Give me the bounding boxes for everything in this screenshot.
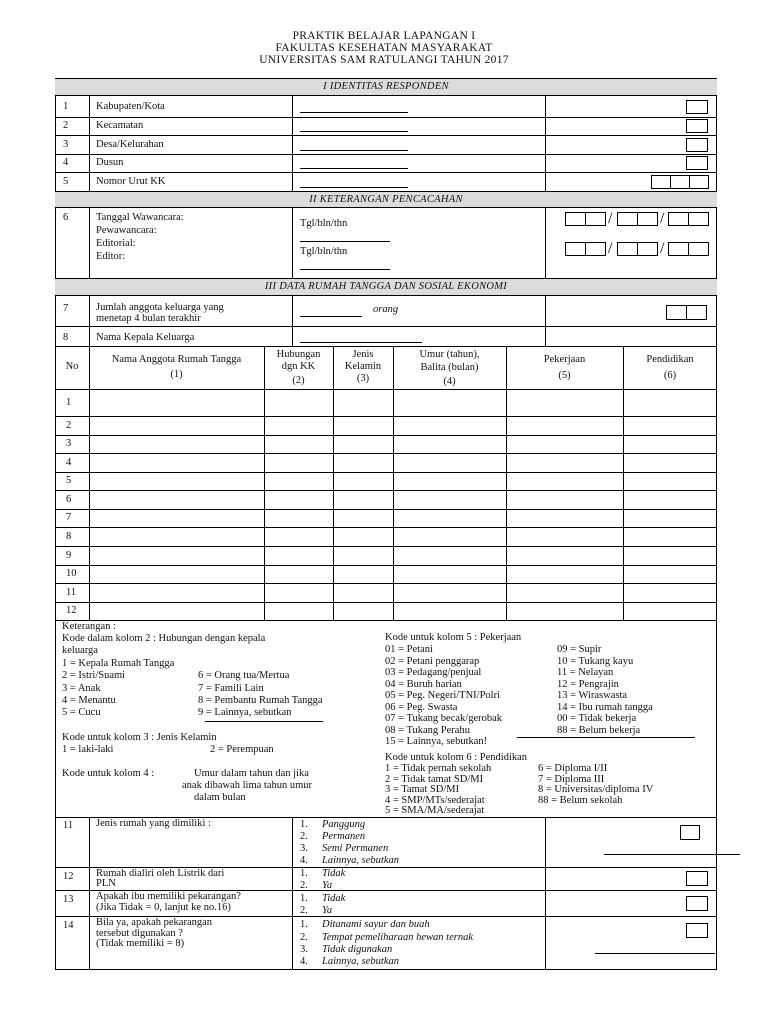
code-list-item: 12 = Pengrajin [557,678,619,690]
date-format-label: Tgl/bln/thn [300,246,348,257]
nama-kepala-keluarga-input-line[interactable] [300,342,422,343]
col-2-number: (2) [292,375,305,386]
option-number: 1. [300,868,308,879]
divider [545,208,546,278]
code-list-item: 14 = Ibu rumah tangga [557,701,653,713]
row-number: 4 [63,157,69,168]
code-list-item: 05 = Peg. Negeri/TNI/Polri [385,690,500,701]
divider [89,96,90,191]
k2-code-9: 9 = Lainnya, sebutkan [198,707,292,718]
option-number: 1. [300,893,308,904]
k4-desc-1: Umur dalam tahun dan jika [194,768,309,779]
pewawancara-input-line[interactable] [300,241,390,242]
section-1-title: I IDENTITAS RESPONDEN [55,78,717,96]
desa-label: Desa/Kelurahan [96,139,164,150]
tanggal-wawancara-label: Tanggal Wawancara: [96,212,184,223]
keterangan-top-border [55,620,717,621]
date-separator: / [660,240,665,257]
table-row[interactable] [55,583,717,584]
q12-option-tidak: Tidak [322,868,346,879]
code-list-item: 13 = Wiraswasta [557,690,628,701]
row-divider [55,117,717,118]
q13-label-2: (Jika Tidak = 0, lanjut ke no.16) [96,902,231,913]
k2-title-2: keluarga [62,645,98,656]
k3-title: Kode untuk kolom 3 : Jenis Kelamin [62,732,217,743]
q13-option-ya: Ya [322,905,333,916]
nama-kepala-keluarga-label: Nama Kepala Keluarga [96,332,195,343]
table-row[interactable] [55,565,717,566]
row-number: 5 [63,176,69,187]
row-number: 8 [63,332,69,343]
jumlah-anggota-input-line[interactable] [300,316,362,317]
col-5-header: Pekerjaan [543,354,586,365]
table-row[interactable] [55,435,717,436]
code-list-item: 11 = Nelayan [557,667,614,678]
q14-option-ditanami: Ditanami sayur dan buah [322,919,430,930]
q11-lainnya-line[interactable] [604,854,740,855]
code-list-item: 00 = Tidak bekerja [557,713,637,724]
nomor-urut-digit-box[interactable] [651,175,671,189]
k2-code-2: 2 = Istri/Suami [62,670,126,681]
q14-option-tidak-digunakan: Tidak digunakan [322,944,393,955]
kecamatan-input-line[interactable] [300,131,408,132]
dusun-label: Dusun [96,157,124,168]
desa-input-line[interactable] [300,150,408,151]
col-6-header: Pendidikan [646,354,694,365]
table-row-number: 2 [66,419,72,431]
header-line-3: UNIVERSITAS SAM RATULANGI TAHUN 2017 [259,54,509,66]
code-list-item: 1 = Tidak pernah sekolah [385,763,492,774]
table-row-number: 10 [66,568,77,579]
section-2-title: II KETERANGAN PENCACAHAN [55,191,717,208]
code-list-item: 04 = Buruh harian [385,678,462,690]
k5-title: Kode untuk kolom 5 : Pekerjaan [385,632,522,643]
option-number: 2. [300,831,308,842]
row-number: 2 [63,120,69,131]
row-number: 14 [63,920,74,931]
k2-code-1: 1 = Kepala Rumah Tangga [62,658,175,669]
table-column-divider [264,346,265,620]
year-digit-box[interactable] [688,242,709,256]
table-row-number: 8 [66,530,72,542]
pewawancara-label: Pewawancara: [96,225,157,236]
table-row[interactable] [55,546,717,547]
col-4-header-2: Balita (bulan) [420,362,479,373]
k2-code-6: 6 = Orang tua/Mertua [198,670,290,681]
editor-label: Editor: [96,251,126,262]
divider [89,208,90,278]
divider [545,96,546,191]
q14-option-hewan-ternak: Tempat pemeliharaan hewan ternak [322,932,473,943]
kabupaten-label: Kabupaten/Kota [96,101,165,112]
editor-input-line[interactable] [300,269,390,270]
table-column-divider [89,346,90,620]
table-row-number: 9 [66,549,72,561]
table-row-number: 5 [66,475,72,486]
code-list-item: 01 = Petani [385,644,433,655]
table-row[interactable] [55,472,717,473]
table-row[interactable] [55,602,717,603]
col-4-header: Umur (tahun), [419,349,480,360]
q14-label-3: (Tidak memiliki = 8) [96,938,185,949]
col-3-header: Jenis [352,349,374,360]
q14-answer-box[interactable] [686,923,708,938]
option-number: 4. [300,855,308,866]
date-format-label: Tgl/bln/thn [300,218,348,229]
k3-code-1: 1 = laki-laki [62,744,114,755]
q12-answer-box[interactable] [686,871,708,886]
year-digit-box[interactable] [668,242,689,256]
row-number: 12 [63,871,74,882]
q13-answer-box[interactable] [686,896,708,911]
code-list-item: 10 = Tukang kayu [557,655,634,667]
code-list-item: 07 = Tukang becak/gerobak [385,713,503,724]
jumlah-anggota-label-2: menetap 4 bulan terakhir [96,313,201,324]
row-divider [55,172,717,173]
k4-desc-2: anak dibawah lima tahun umur [182,780,313,791]
code-list-item: 88 = Belum bekerja [557,724,641,736]
row-number: 7 [63,303,69,314]
row-number: 13 [63,894,74,905]
table-row[interactable] [55,509,717,510]
option-number: 3. [300,944,308,955]
k4-desc-3: dalam bulan [194,792,246,803]
k2-code-8: 8 = Pembantu Rumah Tangga [198,695,323,706]
month-digit-box[interactable] [637,212,658,226]
month-digit-box[interactable] [617,242,638,256]
day-digit-box[interactable] [565,212,586,226]
jumlah-anggota-digit-box[interactable] [666,305,687,320]
divider [545,296,546,346]
code-list-item: 5 = SMA/MA/sederajat [385,805,485,816]
divider [89,296,90,346]
divider [292,296,293,346]
jumlah-anggota-digit-box[interactable] [686,305,707,320]
day-digit-box[interactable] [585,212,606,226]
table-row-number: 12 [66,605,77,616]
nomor-urut-input-line[interactable] [300,187,408,188]
divider [89,817,90,970]
date-separator: / [608,240,613,257]
q11-option-panggung: Panggung [322,819,366,830]
k2-code-4: 4 = Menantu [62,695,116,706]
k4-title: Kode untuk kolom 4 : [62,768,155,779]
table-row[interactable] [55,490,717,491]
year-digit-box[interactable] [668,212,689,226]
row-number: 6 [63,212,69,223]
day-digit-box[interactable] [585,242,606,256]
col-1-header: Nama Anggota Rumah Tangga [111,354,242,365]
code-list-item: 15 = Lainnya, sebutkan! [385,736,488,747]
col-2-header-2: dgn KK [281,361,316,372]
code-list-item: 2 = Tidak tamat SD/MI [385,773,484,785]
table-column-divider [333,346,334,620]
row-divider [55,326,717,327]
divider [292,96,293,191]
month-digit-box[interactable] [637,242,658,256]
kecamatan-label: Kecamatan [96,120,144,131]
k6-title: Kode untuk kolom 6 : Pendidikan [385,752,528,763]
k5-lainnya-line[interactable] [517,737,695,738]
row-number: 1 [63,101,69,112]
divider [292,208,293,278]
q13-label: Apakah ibu memiliki pekarangan? [96,891,241,902]
q14-option-lainnya: Lainnya, sebutkan [322,956,399,967]
table-row-number: 3 [66,438,72,449]
code-list-item: 03 = Pedagang/penjual [385,667,482,678]
col-5-number: (5) [558,370,571,381]
col-4-number: (4) [443,376,456,387]
table-row-number: 11 [66,586,77,598]
q12-option-ya: Ya [322,880,333,891]
divider [292,817,293,970]
code-list-item: 02 = Petani penggarap [385,655,480,667]
editorial-label: Editorial: [96,238,136,249]
k3-code-2: 2 = Perempuan [210,744,274,755]
header-line-1: PRAKTIK BELAJAR LAPANGAN I [292,30,476,42]
q13-option-tidak: Tidak [322,893,346,904]
option-number: 2. [300,932,308,943]
table-row-number: 6 [66,493,72,505]
table-row-number: 1 [66,396,72,408]
table-row[interactable] [55,453,717,454]
table-row[interactable] [55,416,717,417]
q12-label: Rumah dialiri oleh Listrik dari [96,868,225,879]
row-divider [55,135,717,136]
day-digit-box[interactable] [565,242,586,256]
code-list-item: 3 = Tamat SD/MI [385,784,460,795]
option-number: 2. [300,880,308,891]
col-3-number: (3) [356,373,370,384]
dusun-input-line[interactable] [300,168,408,169]
q11-label: Jenis rumah yang dimiliki : [96,818,211,829]
kecamatan-code-box[interactable] [686,119,708,133]
option-number: 1. [300,819,308,830]
orang-unit: orang [373,304,399,315]
q11-answer-box[interactable] [680,825,700,840]
q12-label-2: PLN [96,878,116,889]
header-line-2: FAKULTAS KESEHATAN MASYARAKAT [275,42,493,54]
option-number: 3. [300,843,308,854]
code-list-item: 08 = Tukang Perahu [385,724,470,736]
k2-code-3: 3 = Anak [62,683,101,694]
jumlah-anggota-label: Jumlah anggota keluarga yang [96,302,224,313]
desa-code-box[interactable] [686,138,708,152]
table-column-divider [506,346,507,620]
q11-option-lainnya: Lainnya, sebutkan [322,855,399,866]
row-number: 3 [63,139,69,150]
code-list-item: 4 = SMP/MTs/sederajat [385,794,485,806]
date-separator: / [660,210,665,227]
col-no-header: No [65,361,79,372]
row-number: 11 [63,820,74,831]
dusun-code-box[interactable] [686,156,708,170]
kabupaten-input-line[interactable] [300,112,408,113]
q11-option-permanen: Permanen [322,831,366,842]
code-list-item: 88 = Belum sekolah [538,794,623,806]
nomor-urut-digit-box[interactable] [670,175,690,189]
nomor-urut-digit-box[interactable] [689,175,709,189]
q11-option-semi-permanen: Semi Permanen [322,843,389,854]
table-column-divider [623,346,624,620]
row-divider [55,154,717,155]
col-1-number: (1) [170,369,183,380]
k2-code-5: 5 = Cucu [62,707,101,718]
nomor-urut-label: Nomor Urut KK [96,176,166,187]
k2-title: Kode dalam kolom 2 : Hubungan dengan kepala [62,633,266,644]
k2-code-7: 7 = Famili Lain [198,683,264,694]
col-2-header: Hubungan [276,349,321,360]
table-row-number: 4 [66,456,72,468]
option-number: 4. [300,956,308,967]
year-digit-box[interactable] [688,212,709,226]
col-3-header-2: Kelamin [344,361,382,372]
code-list-item: 09 = Supir [557,644,602,655]
date-separator: / [608,210,613,227]
option-number: 2. [300,905,308,916]
kabupaten-code-box[interactable] [686,100,708,114]
col-6-number: (6) [663,370,677,381]
table-row-number: 7 [66,512,72,523]
divider [545,817,546,970]
code-list-item: 8 = Universitas/diploma IV [538,784,654,795]
table-row[interactable] [55,527,717,528]
option-number: 1. [300,919,308,930]
q14-lainnya-line[interactable] [595,953,715,954]
table-top-border [55,346,717,347]
k2-lainnya-line[interactable] [205,721,323,722]
section-3-title: III DATA RUMAH TANGGA DAN SOSIAL EKONOMI [55,278,717,296]
q14-label-2: tersebut digunakan ? [96,928,183,939]
code-list-item: 06 = Peg. Swasta [385,701,458,713]
table-header-border [55,389,717,390]
keterangan-title: Keterangan : [62,621,116,632]
code-list-item: 7 = Diploma III [538,773,605,785]
q14-label: Bila ya, apakah pekarangan [96,917,213,928]
month-digit-box[interactable] [617,212,638,226]
code-list-item: 6 = Diploma I/II [538,763,608,774]
